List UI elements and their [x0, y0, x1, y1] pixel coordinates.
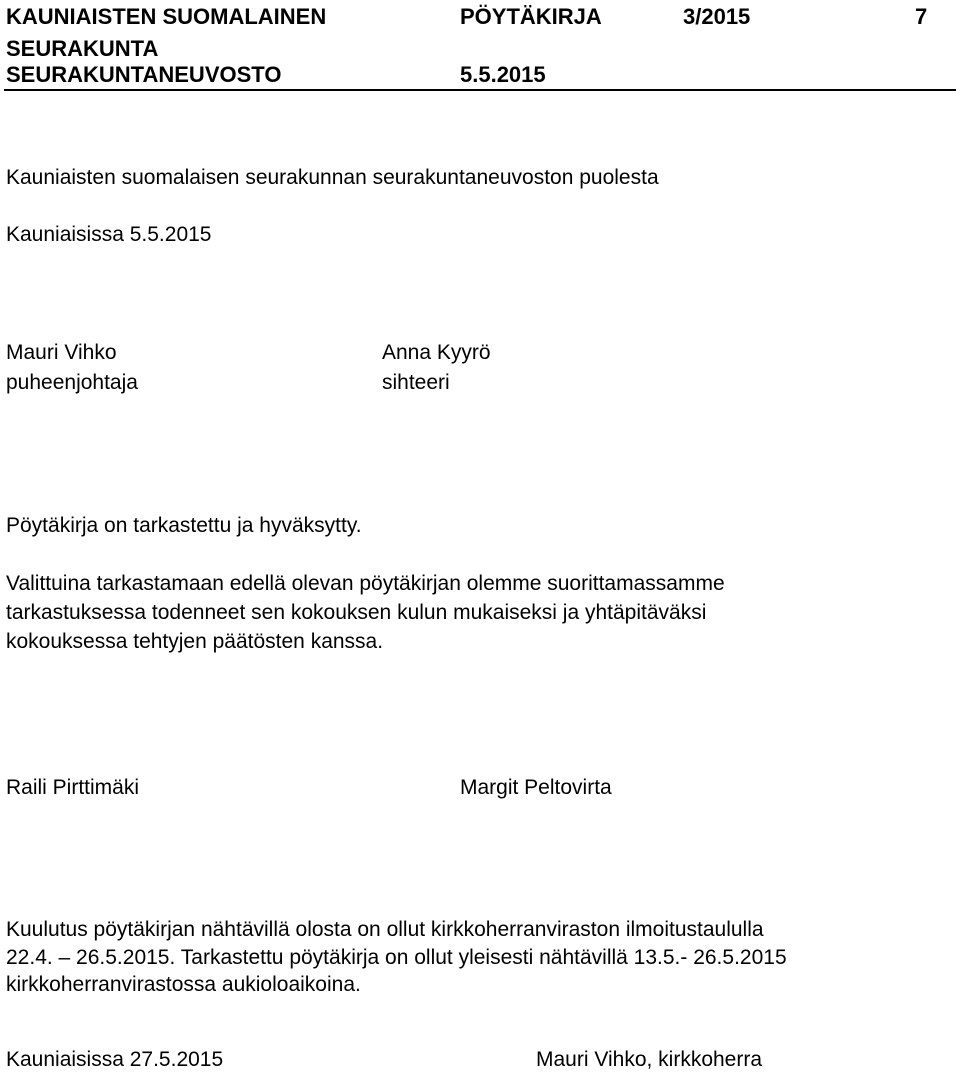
secretary-title: sihteeri — [382, 371, 450, 394]
doc-number: 3/2015 — [683, 4, 751, 29]
notice-line-3: kirkkoherranvirastossa aukioloaikoina. — [6, 973, 361, 996]
statement-line-3: kokouksessa tehtyjen päätösten kanssa. — [6, 630, 384, 653]
approved-note: Pöytäkirja on tarkastettu ja hyväksytty. — [6, 514, 362, 537]
notice-place-date: Kauniaisissa 27.5.2015 — [6, 1048, 224, 1071]
statement-line-1: Valittuina tarkastamaan edellä olevan pöytäkirjan olemme suorittamassamme — [6, 572, 725, 595]
statement-line-2: tarkastuksessa todenneet sen kokouksen kulun mukaiseksi ja yhtäpitäväksi — [6, 601, 707, 624]
notice-line-1: Kuulutus pöytäkirjan nähtävillä olosta on ollut kirkkoherranviraston ilmoitustaululla — [6, 918, 764, 941]
org-name-line1: KAUNIAISTEN SUOMALAINEN — [6, 4, 327, 29]
on-behalf-text: Kauniaisten suomalaisen seurakunnan seurakuntaneuvoston puolesta — [6, 166, 659, 189]
chair-title: puheenjohtaja — [6, 371, 138, 394]
signing-place-date: Kauniaisissa 5.5.2015 — [6, 223, 212, 246]
notice-signer: Mauri Vihko, kirkkoherra — [536, 1048, 763, 1071]
header-rule — [4, 89, 956, 91]
page-number: 7 — [915, 4, 928, 29]
org-name-line3: SEURAKUNTANEUVOSTO — [6, 62, 282, 87]
doc-type: PÖYTÄKIRJA — [460, 4, 602, 29]
chair-name: Mauri Vihko — [6, 341, 117, 364]
notice-line-2: 22.4. – 26.5.2015. Tarkastettu pöytäkirja on ollut yleisesti nähtävillä 13.5.- 26.5.2015 — [6, 946, 787, 969]
org-name-line2: SEURAKUNTA — [6, 36, 159, 61]
reviewer-1-name: Raili Pirttimäki — [6, 776, 140, 799]
secretary-name: Anna Kyyrö — [382, 341, 491, 364]
meeting-date: 5.5.2015 — [460, 62, 546, 87]
reviewer-2-name: Margit Peltovirta — [460, 776, 612, 799]
